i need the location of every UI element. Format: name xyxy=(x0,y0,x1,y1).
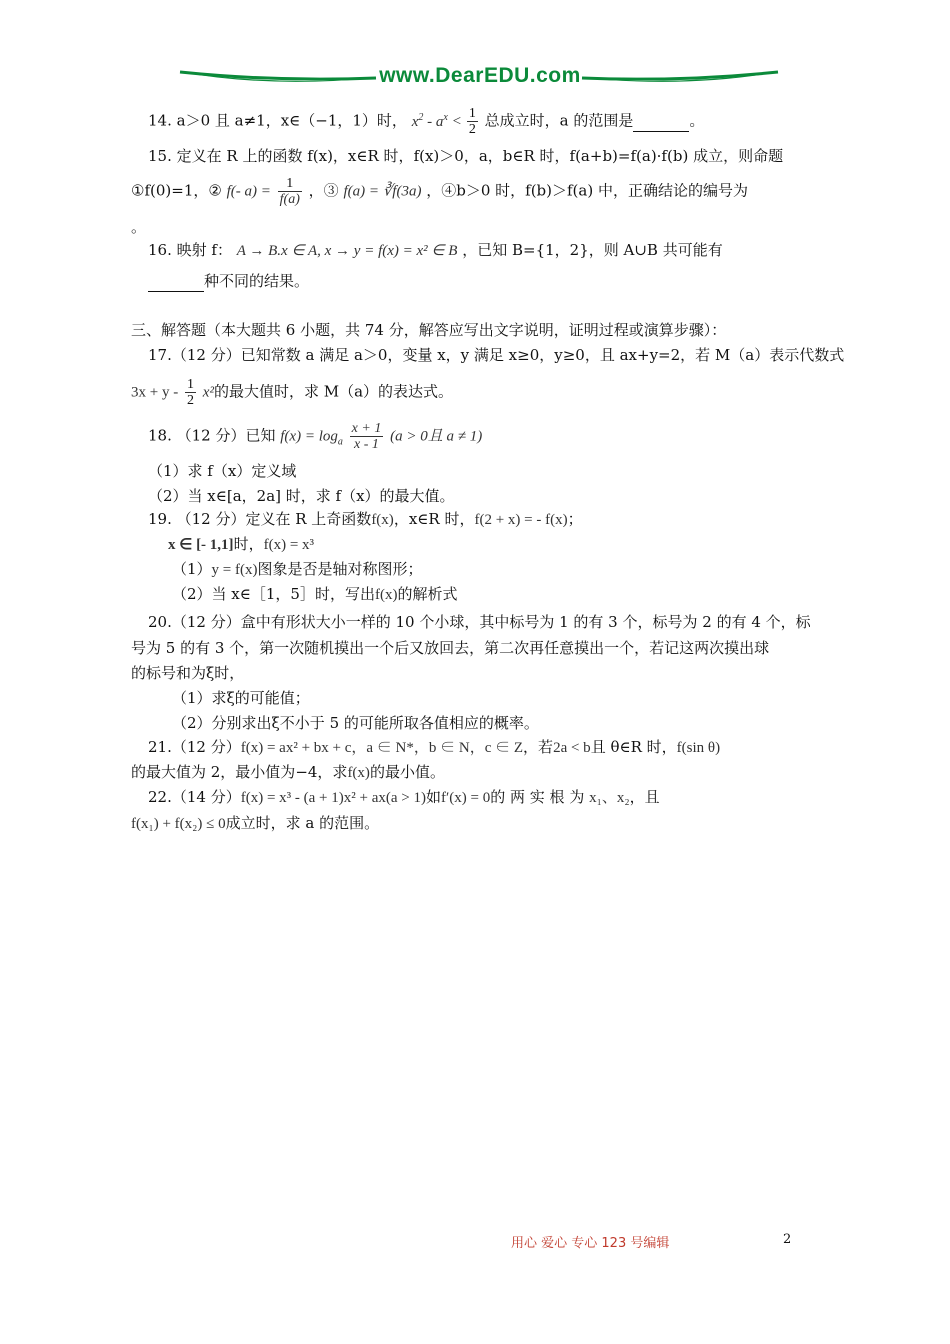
question-21-line1: 21.（12 分）f(x) = ax² + bx + c，a ∈ N*，b ∈ N，c ∈ Z，若2a < b且 θ∈R 时，f(sin θ) xyxy=(148,738,721,756)
question-20-part1: （1）求ξ的可能值； xyxy=(172,689,310,707)
question-20-line2: 号为 5 的有 3 个，第一次随机摸出一个后又放回去，第二次再任意摸出一个，若记这两次摸出球 xyxy=(131,639,770,657)
question-16: 16. 映射 f： A → B.x ∈ A, x → y = f(x) = x² ∈ B ，已知 B={1，2}，则 A∪B 共可能有 xyxy=(148,241,723,259)
question-15-line1: 15. 定义在 R 上的函数 f(x)，x∈R 时，f(x)＞0，a，b∈R 时，f(a+b)=f(a)·f(b) 成立，则命题 xyxy=(148,147,784,165)
fraction: $\frac{1}{2}$ xyxy=(187,377,194,408)
header-swoosh-left xyxy=(178,66,378,88)
question-21-line2: 的最大值为 2，最小值为−4，求f(x)的最小值。 xyxy=(131,763,445,781)
question-19-line1: 19. （12 分）定义在 R 上奇函数f(x)，x∈R 时，f(2 + x) = - f(x)； xyxy=(148,510,583,528)
fraction: $\frac{1}{f(a)}$ xyxy=(279,176,300,207)
question-14: 14. a＞0 且 a≠1，x∈（−1，1）时， $x^2 - a^x$ < $\frac{1}{2}$ 总成立时，a 的范围是 。 xyxy=(148,106,705,137)
question-18: 18. （12 分）已知 $f(x) = \log_a$ $\frac{x + 1}{x - 1}$ (a > 0且 a ≠ 1) xyxy=(148,421,483,452)
question-20-line1: 20.（12 分）盒中有形状大小一样的 10 个小球，其中标号为 1 的有 3 个，标号为 2 的有 4 个，标 xyxy=(148,613,811,631)
question-22-line1: 22.（14 分）f(x) = x³ - (a + 1)x² + ax(a > 1)如f′(x) = 0的 两 实 根 为 x₁、x₂，且 xyxy=(148,788,660,806)
question-16-line2: 种不同的结果。 xyxy=(148,271,309,292)
question-19-part2: （2）当 x∈［1，5］时，写出f(x)的解析式 xyxy=(172,585,458,603)
answer-blank xyxy=(633,111,689,132)
question-15-line2: ①f(0)=1，② f(- a) = $\frac{1}{f(a)}$ ，③ f(a) = ∛f(3a) ，④b＞0 时，f(b)＞f(a) 中，正确结论的编号为 xyxy=(131,176,748,207)
question-17-line1: 17.（12 分）已知常数 a 满足 a＞0，变量 x，y 满足 x≥0，y≥0，且 ax+y=2，若 M（a）表示代数式 xyxy=(148,346,845,364)
question-19-part1: （1）y = f(x)图象是否是轴对称图形； xyxy=(172,560,423,578)
question-15-line3: 。 xyxy=(131,218,147,236)
question-18-part2: （2）当 x∈[a，2a] 时，求 f（x）的最大值。 xyxy=(148,487,455,505)
answer-blank xyxy=(148,271,204,292)
header-site-name: www.DearEDU.com xyxy=(379,64,581,87)
question-19-line2: x ∈ [- 1,1]时，f(x) = x³ xyxy=(168,535,315,553)
question-17-line2: 3x + y - $\frac{1}{2}$ x²的最大值时，求 M（a）的表达式。 xyxy=(131,377,454,408)
fraction: $\frac{x + 1}{x - 1}$ xyxy=(351,421,382,452)
question-20-line3: 的标号和为ξ时， xyxy=(131,664,245,682)
section-3-title: 三、解答题（本大题共 6 小题，共 74 分，解答应写出文字说明，证明过程或演算步骤）： xyxy=(131,321,727,339)
footer-text: 用心 爱心 专心 123 号编辑 xyxy=(511,1236,670,1251)
question-22-line2: f(x₁) + f(x₂) ≤ 0成立时，求 a 的范围。 xyxy=(131,814,380,832)
header-swoosh-right xyxy=(580,66,780,88)
fraction: $\frac{1}{2}$ xyxy=(468,106,476,137)
page-number: 2 xyxy=(783,1232,792,1247)
question-18-part1: （1）求 f（x）定义域 xyxy=(148,462,297,480)
question-20-part2: （2）分别求出ξ不小于 5 的可能所取各值相应的概率。 xyxy=(172,714,539,732)
